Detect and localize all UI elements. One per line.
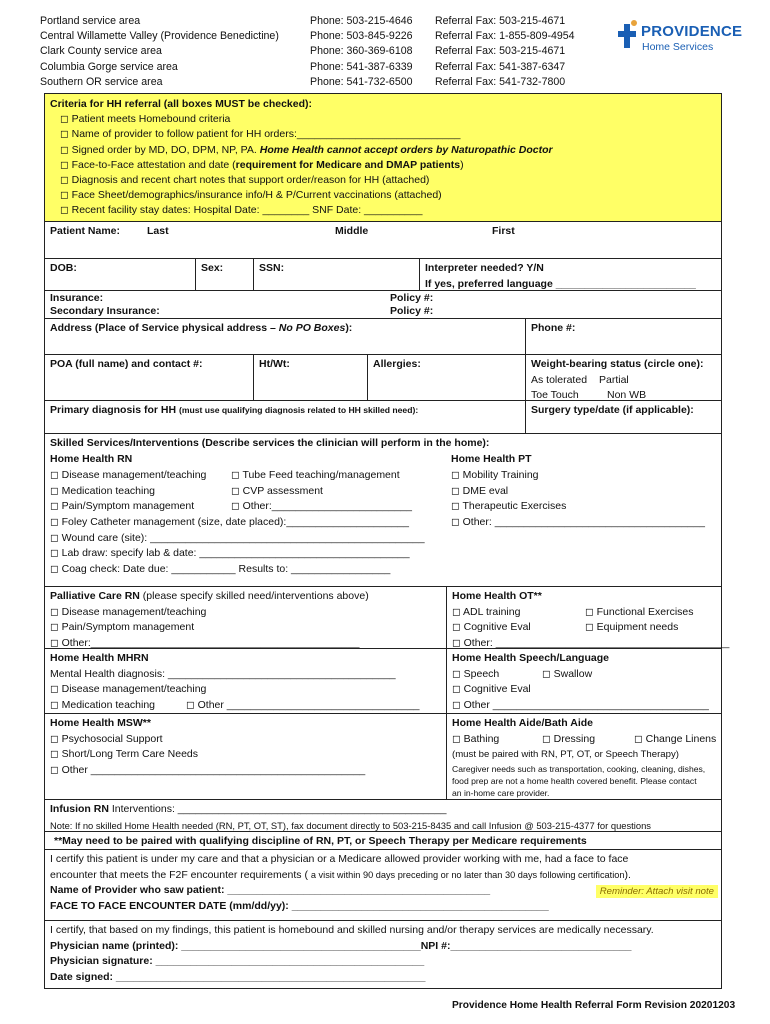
- pair-note: **May need to be paired with qualifying discipline of RN, PT, or Speech Therapy per Medicare requirements: [54, 835, 587, 847]
- certify-close: ).: [624, 868, 631, 881]
- rn-lab-draw[interactable]: ◻ Lab draw: specify lab & date: ____________________________________: [50, 547, 410, 560]
- homebound-certify: I certify, that based on my findings, this patient is homebound and skilled nursing and/or therapy services are medically necessary.: [50, 924, 654, 936]
- rn-other[interactable]: ◻ Other:________________________: [231, 500, 412, 513]
- palliative-ot-row: [45, 586, 730, 649]
- area-3: Clark County service area: [40, 45, 162, 58]
- msw-care-needs[interactable]: ◻ Short/Long Term Care Needs: [50, 748, 199, 761]
- criteria-f2f[interactable]: [50, 158, 716, 173]
- infusion-row[interactable]: [45, 799, 721, 831]
- criteria-facility-stay[interactable]: ◻ Recent facility stay dates: Hospital Date: ________ SNF Date: __________: [60, 204, 423, 217]
- physician-name-npi[interactable]: Physician name (printed): _________________________________________NPI #:_______________________________: [50, 939, 632, 952]
- f2f-text: ◻ Face-to-Face attestation and date (: [60, 158, 236, 171]
- msw-title: Home Health MSW**: [50, 717, 151, 729]
- speech-other[interactable]: ◻ Other _____________________________________: [452, 698, 709, 711]
- no-po-boxes: No PO Boxes: [278, 322, 346, 334]
- primary-diagnosis-row: [45, 400, 721, 433]
- aide-dressing[interactable]: ◻ Dressing: [542, 732, 596, 745]
- criteria-diagnosis[interactable]: ◻ Diagnosis and recent chart notes that support order/reason for HH (attached): [60, 174, 430, 187]
- certify-visit-window: a visit within 90 days preceding or no later than 30 days following certification: [310, 869, 625, 880]
- pt-list: [451, 468, 705, 530]
- area-2: Central Willamette Valley (Providence Benedictine): [40, 30, 279, 43]
- dob-label: DOB:: [50, 262, 77, 274]
- address-row: [45, 318, 721, 354]
- fax-2: Referral Fax: 1-855-809-4954: [435, 30, 575, 43]
- weight-bearing-field[interactable]: [525, 355, 723, 400]
- rn-cvp[interactable]: ◻ CVP assessment: [231, 484, 323, 497]
- ssn-field[interactable]: [253, 259, 419, 290]
- aide-linens[interactable]: ◻ Change Linens: [634, 732, 717, 745]
- mhrn-medication[interactable]: ◻ Medication teaching: [50, 698, 156, 711]
- rn-tube-feed[interactable]: ◻ Tube Feed teaching/management: [231, 469, 400, 481]
- palliative-title: Palliative Care RN: [50, 590, 140, 602]
- infusion-note: Note: If no skilled Home Health needed (RN, PT, OT, ST), fax document directly to 503-215-8435 and call Infusion @ 503-215-4377 for questions: [50, 819, 651, 831]
- primary-diagnosis-label: Primary diagnosis for HH: [50, 404, 179, 416]
- insurance-label: Insurance:: [50, 292, 104, 304]
- rn-left-list: [50, 468, 206, 515]
- phone-label: Phone #:: [531, 322, 576, 334]
- aide-note-line-2: food prep are not a home health covered benefit. Please contact: [452, 775, 697, 786]
- htwt-field[interactable]: [253, 355, 367, 400]
- criteria-section: [45, 94, 721, 221]
- criteria-face-sheet[interactable]: ◻ Face Sheet/demographics/insurance info/H & P/Current vaccinations (attached): [60, 189, 442, 202]
- msw-aide-row: [45, 713, 721, 799]
- ssn-label: SSN:: [259, 262, 285, 274]
- phone-field[interactable]: [525, 319, 723, 354]
- surgery-field[interactable]: [525, 401, 723, 433]
- skilled-services-section: [45, 433, 721, 586]
- logo-sub: Home Services: [642, 41, 714, 53]
- allergies-field[interactable]: [367, 355, 525, 400]
- poa-field[interactable]: [45, 355, 253, 400]
- pt-exercises[interactable]: ◻ Therapeutic Exercises: [451, 500, 567, 513]
- criteria-title: Criteria for HH referral (all boxes MUST be checked):: [50, 98, 312, 110]
- language-label: If yes, preferred language ________________________: [425, 277, 696, 290]
- mhrn-disease[interactable]: ◻ Disease management/teaching: [50, 683, 207, 696]
- rn-title: Home Health RN: [50, 453, 133, 465]
- middle-label: Middle: [335, 225, 369, 237]
- certify-line-2: encounter that meets the F2F encounter requirements (: [50, 868, 311, 881]
- phone-3: Phone: 360-369-6108: [310, 45, 413, 58]
- fax-4: Referral Fax: 541-387-6347: [435, 60, 566, 73]
- header: [40, 14, 743, 90]
- speech-title: Home Health Speech/Language: [452, 652, 609, 664]
- interpreter-label: Interpreter needed? Y/N: [425, 262, 544, 274]
- naturopathic-warning: Home Health cannot accept orders by Naturopathic Doctor: [259, 143, 553, 156]
- logo-word: PROVIDENCE: [641, 23, 743, 40]
- mhrn-speech-row: [45, 648, 721, 713]
- referral-form: [44, 93, 730, 989]
- dob-field[interactable]: [45, 259, 195, 290]
- providence-logo: [618, 22, 768, 62]
- poa-label: POA (full name) and contact #:: [50, 358, 203, 370]
- physician-section: [45, 920, 721, 988]
- msw-other[interactable]: ◻ Other _______________________________________________: [50, 763, 366, 776]
- pt-other[interactable]: ◻ Other: ____________________________________: [451, 515, 705, 528]
- sex-label: Sex:: [201, 262, 224, 274]
- pt-dme[interactable]: ◻ DME eval: [451, 484, 509, 497]
- physician-signature[interactable]: Physician signature: ______________________________________________: [50, 955, 425, 968]
- msw-psychosocial[interactable]: ◻ Psychosocial Support: [50, 732, 163, 745]
- criteria-homebound[interactable]: ◻ Patient meets Homebound criteria: [60, 113, 231, 126]
- aide-note-line-1: Caregiver needs such as transportation, cooking, cleaning, dishes,: [452, 763, 706, 774]
- palliative-pain[interactable]: ◻ Pain/Symptom management: [50, 621, 195, 634]
- htwt-label: Ht/Wt:: [259, 358, 290, 370]
- rn-wound-care[interactable]: ◻ Wound care (site): _______________________________________________: [50, 531, 425, 544]
- criteria-provider-name[interactable]: ◻ Name of provider to follow patient for HH orders:____________________________: [60, 128, 461, 141]
- aide-note-line-3: an in-home care provider.: [452, 787, 550, 798]
- provider-saw-patient[interactable]: Name of Provider who saw patient: _____________________________________________: [50, 884, 491, 897]
- service-areas: [40, 14, 279, 90]
- msw-section: [45, 714, 446, 799]
- insurance-row[interactable]: [45, 290, 721, 318]
- ot-adl[interactable]: ◻ ADL training: [452, 605, 521, 618]
- f2f-close: ): [460, 158, 464, 171]
- phone-5: Phone: 541-732-6500: [310, 75, 413, 88]
- ot-section: [446, 587, 730, 649]
- address-label: Address (Place of Service physical address –: [50, 322, 279, 334]
- rn-disease-mgmt[interactable]: ◻ Disease management/teaching: [50, 469, 207, 481]
- address-close: ):: [345, 322, 353, 334]
- sex-field[interactable]: [195, 259, 253, 290]
- secondary-insurance-label: Secondary Insurance:: [50, 305, 160, 317]
- ot-other[interactable]: ◻ Other: ________________________________________: [452, 636, 730, 649]
- dob-row: [45, 258, 721, 290]
- ot-title: Home Health OT**: [452, 590, 542, 602]
- fax-5: Referral Fax: 541-732-7800: [435, 75, 566, 88]
- rn-foley[interactable]: ◻ Foley Catheter management (size, date placed):_____________________: [50, 516, 409, 528]
- primary-diagnosis-note: (must use qualifying diagnosis related to HH skilled need):: [178, 405, 419, 415]
- phone-1: Phone: 503-215-4646: [310, 15, 413, 27]
- interpreter-field[interactable]: [419, 259, 723, 290]
- rn-pain-mgmt[interactable]: ◻ Pain/Symptom management: [50, 500, 195, 513]
- aide-title: Home Health Aide/Bath Aide: [452, 717, 593, 729]
- wb-non-wb[interactable]: Non WB: [607, 389, 647, 402]
- rn-full-list: [50, 515, 425, 577]
- speech-speech[interactable]: ◻ Speech: [452, 667, 500, 680]
- rn-medication-teaching[interactable]: ◻ Medication teaching: [50, 484, 156, 497]
- pt-mobility[interactable]: ◻ Mobility Training: [451, 469, 539, 481]
- wb-toe-touch[interactable]: Toe Touch: [531, 389, 579, 402]
- rn-right-list: [231, 468, 412, 515]
- patient-name-label: Patient Name:: [50, 225, 121, 237]
- infusion-label: Infusion RN: [50, 803, 109, 815]
- pt-title: Home Health PT: [451, 453, 532, 465]
- allergies-label: Allergies:: [373, 358, 421, 370]
- speech-section: [446, 649, 723, 713]
- poa-row: [45, 354, 721, 400]
- criteria-signed-order[interactable]: [50, 143, 716, 158]
- surgery-label: Surgery type/date (if applicable):: [531, 404, 694, 416]
- wb-as-tolerated[interactable]: As tolerated: [531, 373, 588, 386]
- aide-pairing-note: (must be paired with RN, PT, OT, or Speech Therapy): [452, 749, 679, 761]
- speech-swallow[interactable]: ◻ Swallow: [542, 667, 593, 680]
- faxes: [435, 14, 575, 90]
- aide-caregiver-note: [452, 763, 718, 799]
- signed-order-text: ◻ Signed order by MD, DO, DPM, NP, PA.: [60, 143, 260, 156]
- area-1: Portland service area: [40, 15, 141, 27]
- policy-label-2: Policy #:: [390, 305, 434, 317]
- pair-note-row: [45, 831, 721, 849]
- mhrn-section: [45, 649, 446, 713]
- date-signed[interactable]: Date signed: _____________________________________________________: [50, 970, 426, 983]
- palliative-section: [45, 587, 446, 648]
- wb-partial[interactable]: Partial: [599, 373, 629, 386]
- certify-line-1: I certify this patient is under my care and that a physician or a Medicare allowed provider working with me, had a face to face: [50, 853, 629, 865]
- phone-4: Phone: 541-387-6339: [310, 60, 413, 73]
- mhrn-other[interactable]: ◻ Other _________________________________: [186, 698, 420, 711]
- fax-3: Referral Fax: 503-215-4671: [435, 45, 566, 58]
- patient-name-row: [45, 221, 721, 258]
- f2f-encounter-date[interactable]: FACE TO FACE ENCOUNTER DATE (mm/dd/yy): ____________________________________________: [50, 899, 549, 912]
- weight-bearing-title: Weight-bearing status (circle one):: [531, 358, 704, 370]
- infusion-interventions: Interventions: ______________________________________________: [108, 803, 447, 815]
- ot-equipment[interactable]: ◻ Equipment needs: [585, 621, 679, 634]
- area-5: Southern OR service area: [40, 75, 163, 88]
- area-4: Columbia Gorge service area: [40, 60, 178, 73]
- phone-2: Phone: 503-845-9226: [310, 30, 413, 43]
- last-label: Last: [147, 225, 169, 237]
- skilled-title: Skilled Services/Interventions (Describe services the clinician will perform in the home):: [50, 437, 490, 449]
- form-revision-footer: Providence Home Health Referral Form Revision 20201203: [452, 1000, 736, 1011]
- address-field[interactable]: [45, 319, 525, 354]
- aide-section: [446, 714, 723, 799]
- palliative-other[interactable]: ◻ Other:______________________________________________: [50, 636, 360, 649]
- primary-diagnosis-field[interactable]: [45, 401, 525, 433]
- ot-cognitive[interactable]: ◻ Cognitive Eval: [452, 621, 531, 634]
- palliative-note: (please specify skilled need/interventions above): [139, 590, 369, 602]
- reminder-badge: Reminder: Attach visit note: [596, 885, 718, 898]
- phones: [310, 14, 413, 90]
- first-label: First: [492, 225, 515, 237]
- rn-coag-check[interactable]: ◻ Coag check: Date due: ___________ Results to: _________________: [50, 562, 391, 575]
- ot-functional[interactable]: ◻ Functional Exercises: [585, 605, 694, 618]
- policy-label-1: Policy #:: [390, 292, 434, 304]
- certify-section: [45, 849, 721, 920]
- aide-bathing[interactable]: ◻ Bathing: [452, 732, 500, 745]
- fax-1: Referral Fax: 503-215-4671: [435, 15, 566, 27]
- mhrn-diagnosis[interactable]: Mental Health diagnosis: _______________________________________: [50, 667, 396, 680]
- cross-icon: [618, 24, 636, 48]
- mhrn-title: Home Health MHRN: [50, 652, 149, 664]
- palliative-disease[interactable]: ◻ Disease management/teaching: [50, 605, 207, 618]
- f2f-requirement: requirement for Medicare and DMAP patients: [235, 158, 461, 171]
- speech-cognitive[interactable]: ◻ Cognitive Eval: [452, 683, 531, 696]
